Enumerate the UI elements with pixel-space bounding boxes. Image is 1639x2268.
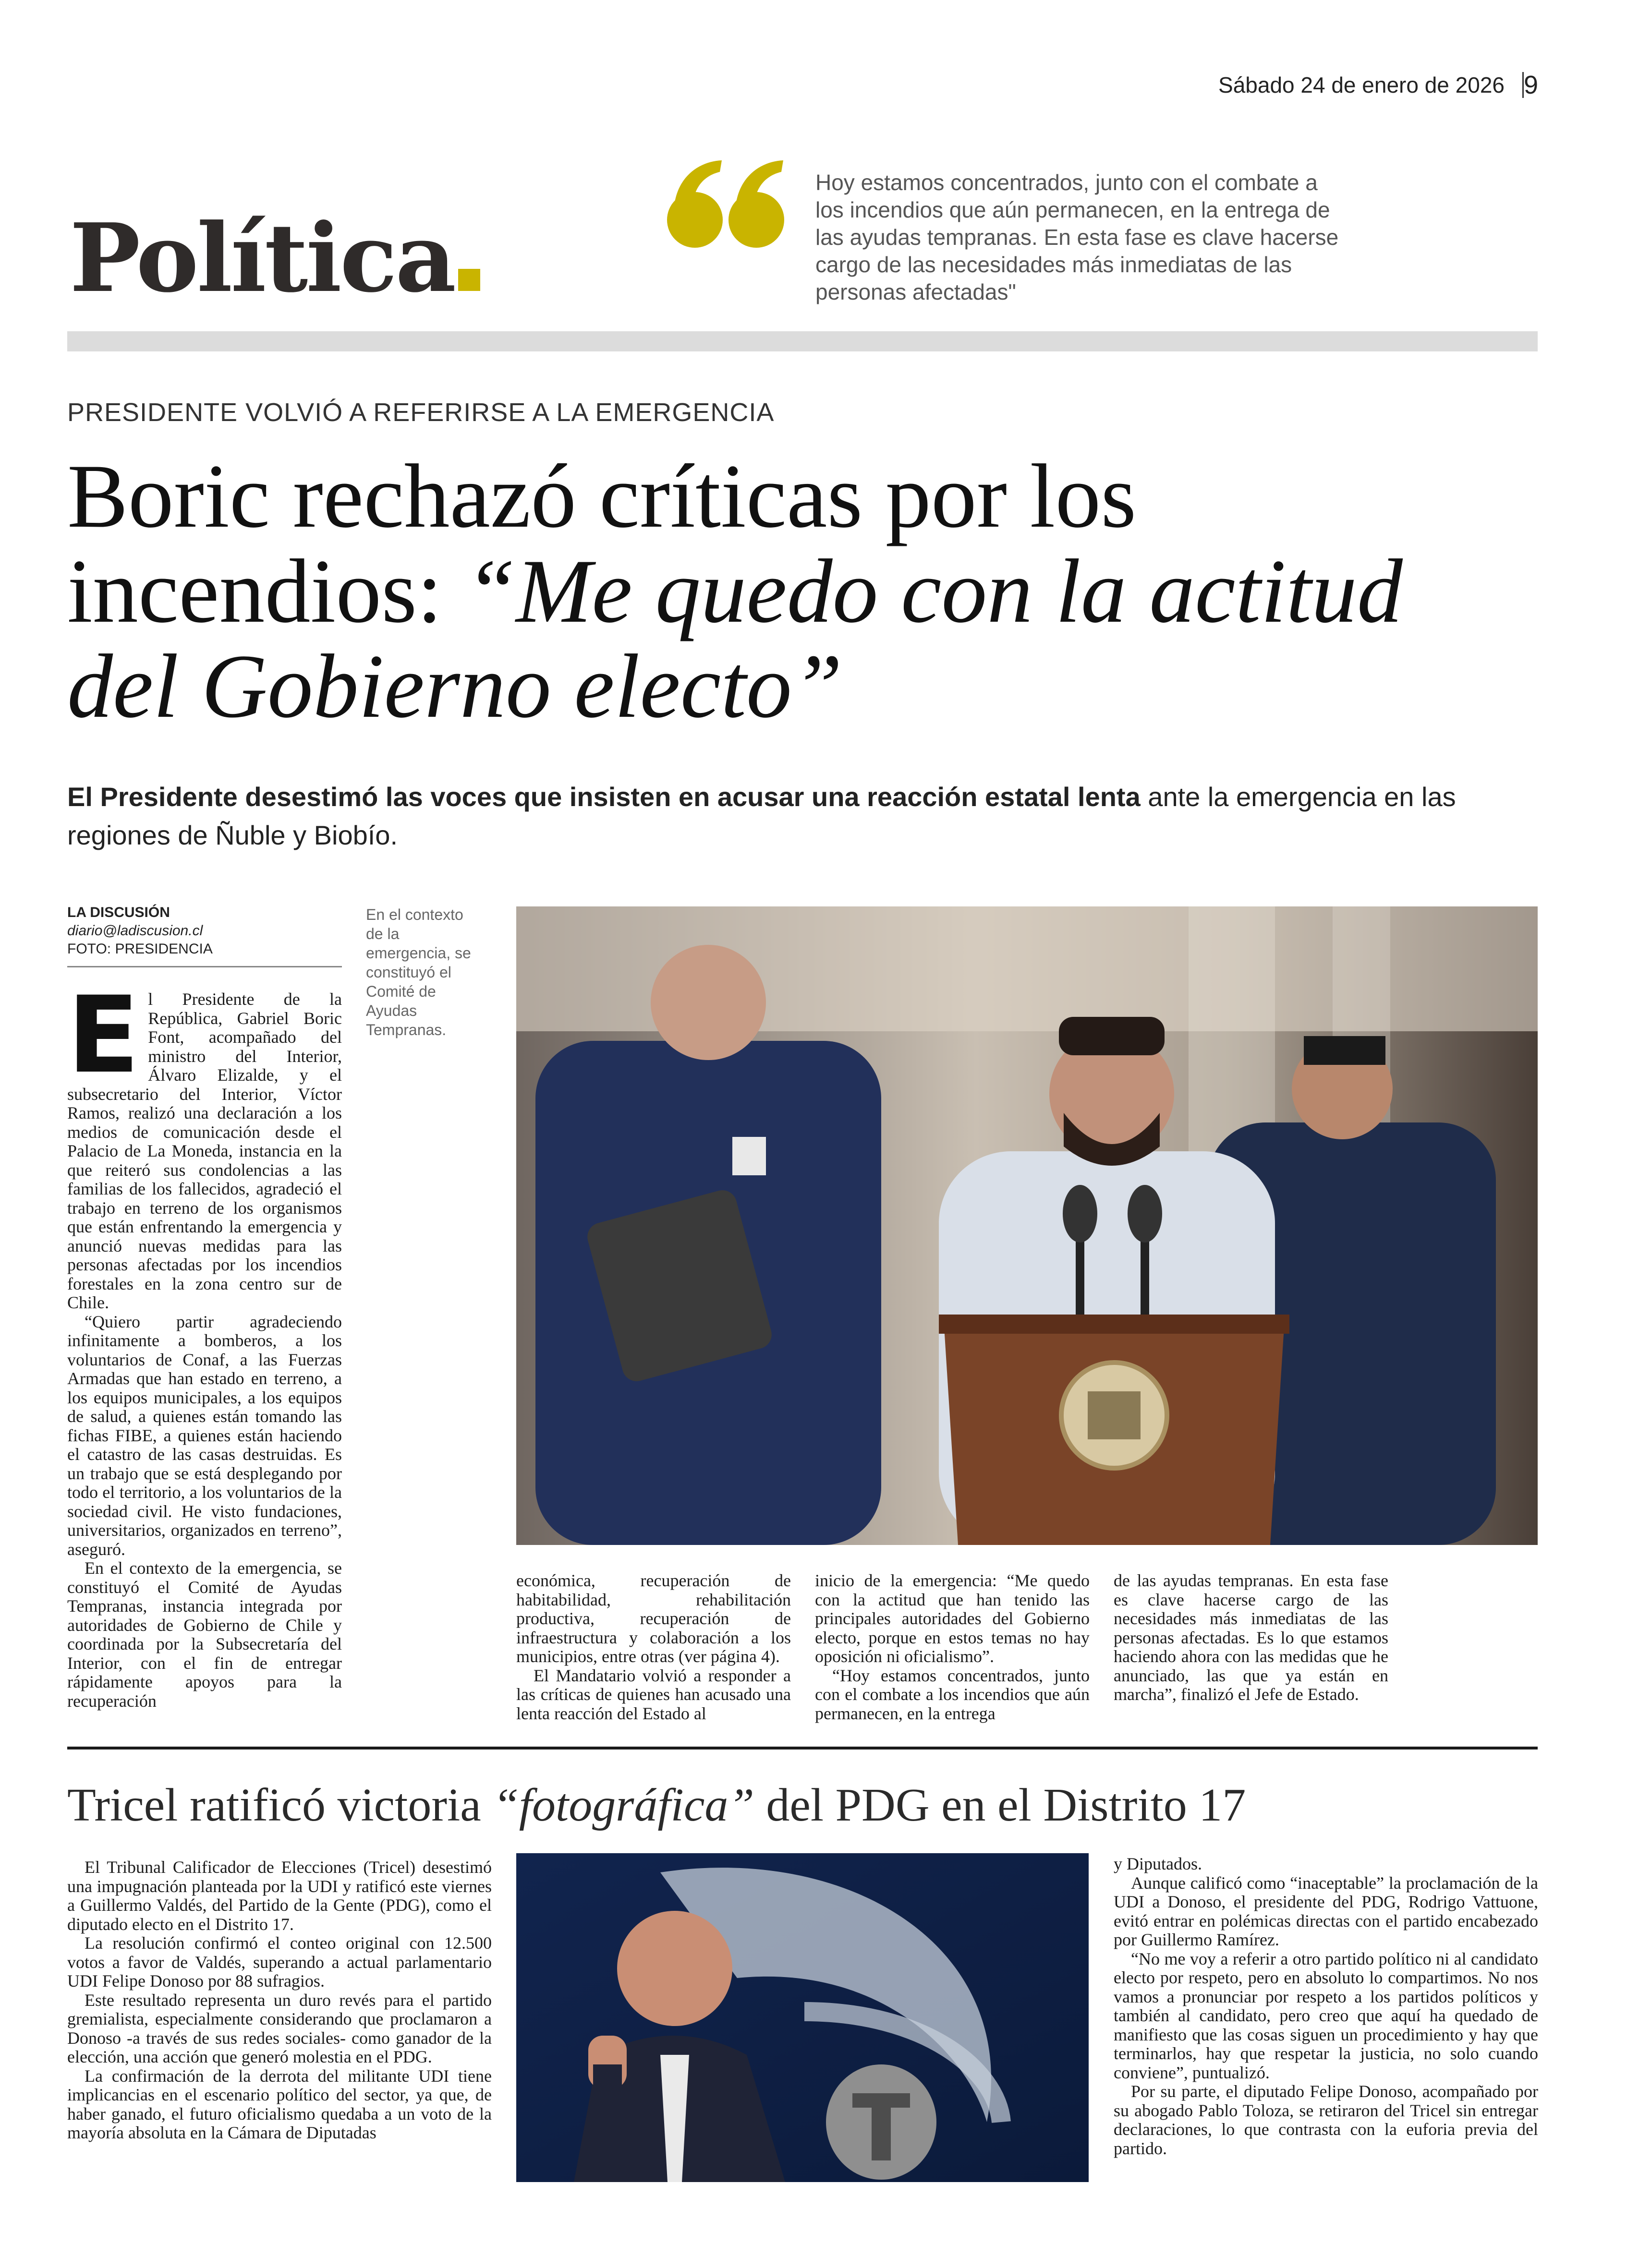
byline-email: diario@ladiscusion.cl (67, 923, 203, 939)
second-column-1 (67, 1858, 492, 2143)
paragraph: “Hoy estamos concentrados, junto con el combate a los incendios que aún permanecen, en la entrega (815, 1665, 1090, 1723)
byline-photo-credit: FOTO: PRESIDENCIA (67, 941, 213, 957)
paragraph: económica, recuperación de habitabilidad, rehabilitación productiva, recuperación de infraestructura y colaboración a los municipios, entre otras (ver página 4). (516, 1571, 791, 1666)
paragraph: Por su parte, el diputado Felipe Donoso, acompañado por su abogado Pablo Toloza, se retiraron del Tricel sin entregar declaraciones, lo que contrasta con la euforia previa del partido. (1114, 2082, 1538, 2158)
deck (67, 778, 1508, 855)
byline-rule (67, 966, 342, 967)
second-headline: Tricel ratificó victoria “fotográfica” del PDG en el Distrito 17 (67, 1779, 1246, 1831)
page-number: 9 (1523, 71, 1538, 99)
paragraph: “No me voy a referir a otro partido político ni al candidato electo por respeto, pero en absoluto lo compartimos. No nos vamos a pronunciar por respeto a los partidos políticos y también al candidato, pero creo que aquí ha quedado de manifiesto que las cosas siguen un procedimiento y hay que terminarlos, hay que respetar la justicia, no solo cuando conviene”, puntualizó. (1114, 1949, 1538, 2082)
press-conference-photo (516, 906, 1538, 1545)
section-title (70, 203, 480, 314)
deck-rest: ante la emergencia en las regiones de Ñuble y Biobío. (67, 782, 1456, 850)
issue-date: Sábado 24 de enero de 2026 (1218, 72, 1505, 97)
article-column-4 (1114, 1571, 1388, 1704)
paragraph: y Diputados. (1114, 1854, 1202, 1873)
paragraph: El Presidente de la República, Gabriel Boric Font, acompañado del ministro del Interior, Álvaro Elizalde, y el subsecretario del Interior, Víctor Ramos, realizó una declaración a los medios de comunicación desde el Palacio de La Moneda, instancia en la que reiteró sus condolencias a las familias de los fallecidos, agradeció el trabajo en terreno de los organismos que están enfrentando la emergencia y anunció nuevas medidas para las personas afectadas por los incendios forestales en la zona centro sur de Chile. (67, 974, 342, 1312)
header-rule (67, 331, 1538, 351)
photo-caption: En el contexto de la emergencia, se constituyó el Comité de Ayudas Tempranas. (366, 906, 471, 1038)
pull-quote: Hoy estamos concentrados, junto con el combate a los incendios que aún permanecen, en la entrega de las ayudas tempranas. En esta fase es clave hacerse cargo de las necesidades más inmediatas de las personas afectadas" (815, 170, 1339, 304)
kicker: PRESIDENTE VOLVIÓ A REFERIRSE A LA EMERGENCIA (67, 398, 775, 427)
article-column-2 (516, 1571, 791, 1723)
drop-cap: E (67, 974, 140, 1097)
page-header (0, 72, 1639, 101)
valdes-photo (516, 1853, 1089, 2182)
paragraph: La resolución confirmó el conteo original con 12.500 votos a favor de Valdés, superando a actual parlamentario UDI Felipe Donoso por 88 sufragios. (67, 1933, 492, 1991)
paragraph: La confirmación de la derrota del militante UDI tiene implicancias en el escenario político del sector, ya que, de haber ganado, el futuro oficialismo quedaba a un voto de la mayoría absoluta en la Cámara de Diputadas (67, 2066, 492, 2142)
deck-bold: El Presidente desestimó las voces que insisten en acusar una reacción estatal lenta (67, 782, 1141, 812)
headline-quote: “Me quedo con la actitud del Gobierno electo” (67, 541, 1403, 737)
paragraph: “Quiero partir agradeciendo infinitamente a bomberos, a los voluntarios de Conaf, a las Fuerzas Armadas que han estado en terreno, a los equipos municipales, a los equipos de salud, a quienes están tomando las fichas FIBE, a quienes están haciendo el catastro de las casas destruidas. Es un trabajo que se está desplegando por todo el territorio, a los voluntarios de la sociedad civil. He visto fundaciones, universitarios, organizados en terreno”, aseguró. (67, 1312, 342, 1559)
paragraph: de las ayudas tempranas. En esta fase es clave hacerse cargo de las necesidades más inmediatas de las personas afectadas. Es lo que estamos haciendo ahora con las medidas que he anunciado, las que ya están en marcha”, finalizó el Jefe de Estado. (1114, 1571, 1388, 1704)
section-dot-icon (458, 269, 480, 291)
paragraph: El Mandatario volvió a responder a las críticas de quienes han acusado una lenta reacción del Estado al (516, 1665, 791, 1723)
article-column-1 (67, 974, 342, 1711)
story-divider (67, 1747, 1538, 1749)
paragraph: inicio de la emergencia: “Me quedo con la actitud que han tenido las principales autoridades del Gobierno electo, porque en estos temas no hay oposición ni oficialismo”. (815, 1571, 1090, 1666)
paragraph: Aunque calificó como “inaceptable” la proclamación de la UDI a Donoso, el presidente del PDG, Rodrigo Vattuone, evitó entrar en polémicas directas con el partido encabezado por Guillermo Ramírez. (1114, 1873, 1538, 1949)
paragraph: El Tribunal Calificador de Elecciones (Tricel) desestimó una impugnación planteada por la UDI y ratificó este viernes a Guillermo Valdés, del Partido de la Gente (PDG), como el diputado electo en el Distrito 17. (67, 1858, 492, 1934)
byline (67, 904, 341, 958)
paragraph: Este resultado representa un duro revés para el partido gremialista, especialmente considerando que proclamaron a Donoso -a través de sus redes sociales- como ganador de la elección, una acción que generó molestia en el PDG. (67, 1990, 492, 2066)
second-column-3 (1114, 1855, 1538, 2158)
quote-mark-icon (665, 158, 790, 254)
headline (67, 446, 1508, 737)
paragraph: En el contexto de la emergencia, se constituyó el Comité de Ayudas Tempranas, instancia integrada por autoridades de Gobierno de Chile y coordinada por la Subsecretaría del Interior, con el fin de entregar rápidamente apoyos para la recuperación (67, 1558, 342, 1711)
section-name: Política (70, 203, 455, 314)
headline-plain: Boric rechazó críticas por los incendios: (67, 446, 1137, 642)
byline-source: LA DISCUSIÓN (67, 905, 170, 920)
article-column-3 (815, 1571, 1090, 1723)
